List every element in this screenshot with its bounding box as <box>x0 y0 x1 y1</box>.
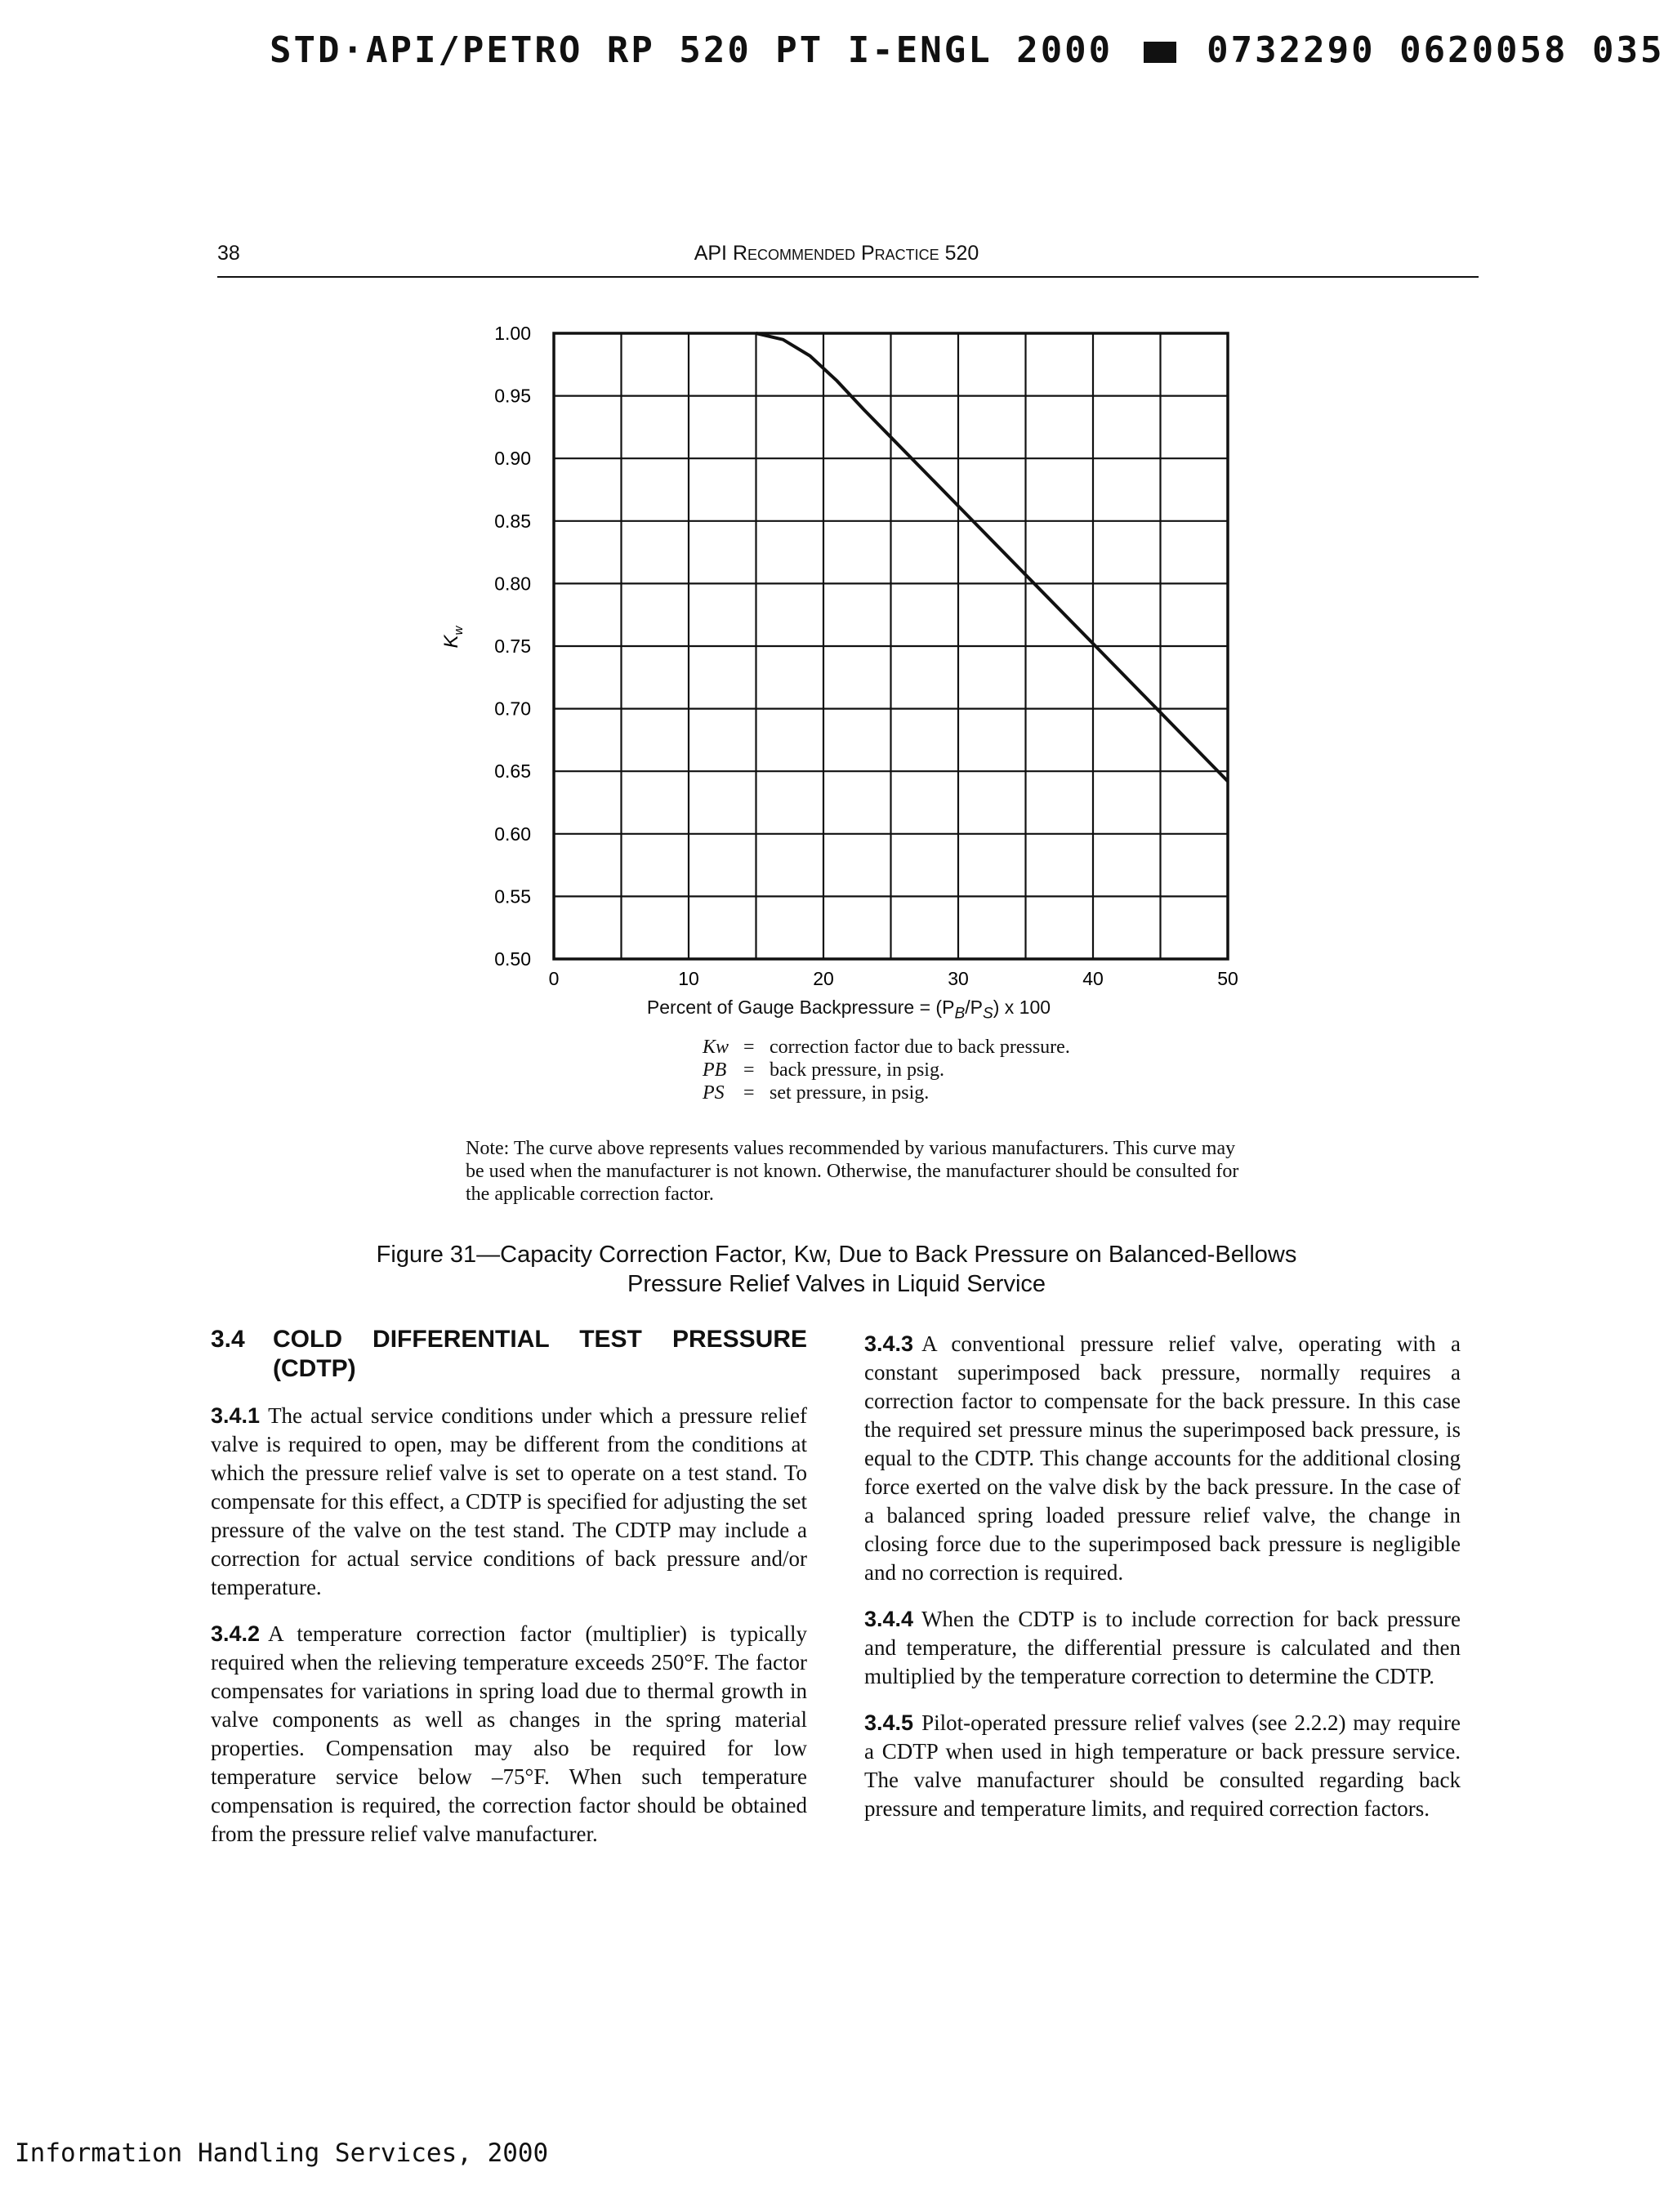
x-tick-label: 50 <box>1217 968 1238 989</box>
y-axis-label: $K_w$ <box>440 626 466 649</box>
x-tick-label: 20 <box>813 968 834 989</box>
paragraph <box>211 1402 807 1602</box>
definition-text: correction factor due to back pressure. <box>770 1037 1070 1058</box>
definition-symbol: PS <box>703 1082 725 1104</box>
y-tick-label: 0.65 <box>494 760 531 783</box>
y-tick-label: 0.55 <box>494 885 531 908</box>
definition-text: back pressure, in psig. <box>770 1059 944 1081</box>
paragraph-number: 3.4.1 <box>211 1403 261 1428</box>
y-tick-label: 0.85 <box>494 510 531 532</box>
definition-equals: = <box>743 1082 755 1104</box>
section-heading <box>211 1325 807 1384</box>
section-number: 3.4 <box>211 1326 245 1353</box>
paragraph-number: 3.4.5 <box>864 1710 914 1735</box>
paragraph-number: 3.4.3 <box>864 1331 914 1356</box>
paragraph-number: 3.4.2 <box>211 1621 261 1646</box>
definition-equals: = <box>743 1037 755 1058</box>
figure-caption <box>0 1240 1673 1299</box>
definition-equals: = <box>743 1059 755 1081</box>
figure-note: Note: The curve above represents values recommended by various manufacturers. This curve may be used when the manufacturer is not known. Otherwise, the manufacturer should be consulted for the applicable correction factor. <box>466 1138 1239 1205</box>
x-axis-sub-b: B <box>954 1005 966 1023</box>
definition-row <box>703 1081 1070 1104</box>
definition-symbol: Kw <box>703 1037 729 1058</box>
definition-symbol: PB <box>703 1059 727 1081</box>
paragraph <box>864 1709 1461 1823</box>
x-axis-label <box>0 997 1673 1023</box>
running-head-suffix: 520 <box>939 242 979 265</box>
x-axis-label-mid: /P <box>965 997 983 1018</box>
page-number: 38 <box>217 242 240 265</box>
chart-grid <box>554 333 1228 959</box>
y-tick-label: 0.95 <box>494 385 531 407</box>
running-head-prefix: API <box>694 242 733 265</box>
left-column <box>211 1325 807 1866</box>
paragraph-text: A temperature correction factor (multiplier) is typically required when the relieving temperature exceeds 250°F. The factor compensates for variations in spring load due to thermal growth in valve components as well as changes in the spring material properties. Compensation may also be required for low temperature service below –75°F. When such temperature compensation is required, the correction factor should be obtained from the pressure relief valve manufacturer. <box>211 1621 807 1846</box>
paragraph-text: A conventional pressure relief valve, operating with a constant superimposed back pressure, normally requires a correction factor to compensate for the back pressure. In this case the required set pressure minus the superimposed back pressure, is equal to the CDTP. This change accounts for the additional closing force exerted on the valve disk by the back pressure. In the case of a balanced spring loaded pressure relief valve, the change in closing force due to the superimposed back pressure is negligible and no correction is required. <box>864 1331 1461 1585</box>
paragraph <box>864 1605 1461 1691</box>
x-axis-label-end: ) x 100 <box>993 997 1051 1018</box>
definition-text: set pressure, in psig. <box>770 1082 930 1104</box>
y-tick-label: 0.50 <box>494 948 531 970</box>
x-tick-label: 30 <box>948 968 969 989</box>
running-head-smallcaps: Recommended Practice <box>732 242 939 265</box>
paragraph <box>211 1620 807 1849</box>
x-tick-label: 10 <box>678 968 699 989</box>
y-tick-label: 1.00 <box>494 323 531 344</box>
x-tick-label: 0 <box>548 968 560 989</box>
paragraph-number: 3.4.4 <box>864 1607 914 1631</box>
paragraph-text: The actual service conditions under which a pressure relief valve is required to open, may be different from the conditions at which the pressure relief valve is set to operate on a test stand. To compensate for this effect, a CDTP is specified for adjusting the set pressure of the valve on the test stand. The CDTP may include a correction for actual service conditions of back pressure and/or temperature. <box>211 1403 807 1599</box>
x-axis-label-main: Percent of Gauge Backpressure = (P <box>646 997 955 1018</box>
section-title: COLD DIFFERENTIAL TEST PRESSURE (CDTP) <box>273 1326 807 1382</box>
definition-row <box>703 1059 1070 1081</box>
caption-line-2: Pressure Relief Valves in Liquid Service <box>627 1271 1046 1297</box>
x-axis-sub-s: S <box>982 1005 993 1023</box>
footer-text: Information Handling Services, 2000 <box>15 2138 549 2168</box>
right-column <box>864 1330 1461 1841</box>
document-control-number: 0732290 0620058 035 <box>1207 29 1665 71</box>
standard-id: STD·API/PETRO RP 520 PT I-ENGL 2000 <box>270 29 1113 71</box>
paragraph-text: Pilot-operated pressure relief valves (see 2.2.2) may require a CDTP when used in high temperature or back pressure service. The valve manufacturer should be consulted regarding back pressure and temperature limits, and required correction factors. <box>864 1710 1461 1821</box>
chart-tick-labels <box>494 323 1238 989</box>
caption-line-1: Figure 31—Capacity Correction Factor, Kw, Due to Back Pressure on Balanced-Bellows <box>376 1242 1297 1268</box>
y-tick-label: 0.75 <box>494 636 531 657</box>
paragraph-text: When the CDTP is to include correction for back pressure and temperature, the differential pressure is calculated and then multiplied by the temperature correction to determine the CDTP. <box>864 1607 1461 1688</box>
y-tick-label: 0.90 <box>494 448 531 470</box>
kw-curve <box>756 333 1229 782</box>
definition-row <box>703 1036 1070 1059</box>
x-tick-label: 40 <box>1082 968 1104 989</box>
y-tick-label: 0.80 <box>494 573 531 595</box>
y-tick-label: 0.70 <box>494 698 531 720</box>
y-tick-label: 0.60 <box>494 823 531 845</box>
symbol-definitions <box>703 1036 1070 1104</box>
paragraph <box>864 1330 1461 1587</box>
